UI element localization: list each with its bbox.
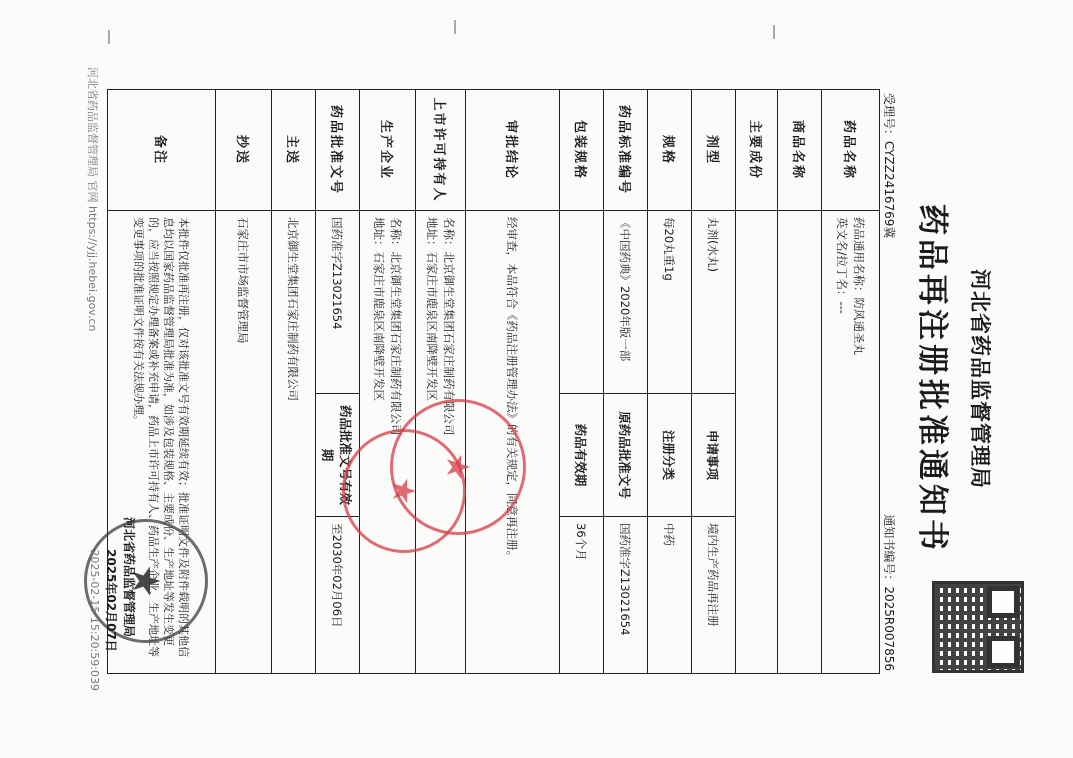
table-row: [272, 90, 316, 674]
application-type-label: 申请事项: [692, 394, 736, 517]
dosage-form-label: 剂型: [692, 90, 736, 211]
standard-no-value: 《中国药典》2020年版一部: [604, 211, 648, 394]
page-footer: [85, 67, 101, 691]
notice-number: 通知书编号：2025R007856: [882, 514, 896, 671]
drug-name-cell: [822, 211, 880, 674]
approval-notice-document: [66, 67, 1006, 691]
original-approval-value: 国药准字Z13021654: [604, 517, 648, 674]
validity-label: 药品有效期: [560, 394, 604, 517]
registration-class-label: 注册分类: [648, 394, 692, 517]
validity-value: 36个月: [560, 517, 604, 674]
english-name: 英文名/拉丁名：---: [835, 217, 850, 314]
table-row: [736, 90, 778, 674]
table-row: [822, 90, 880, 674]
approval-validity-value: 至2030年02月06日: [316, 517, 360, 674]
approval-table: [107, 89, 880, 674]
seal-issuer: 河北省药品监督管理局: [122, 517, 136, 638]
scan-mark: [108, 30, 110, 44]
document-title: 药品再注册批准通知书: [914, 204, 950, 554]
official-seal-stamp: ★: [84, 519, 208, 643]
table-row: [778, 90, 822, 674]
table-row: [648, 90, 692, 674]
conclusion-value: 经审查，本品符合《药品注册管理办法》的有关规定，同意再注册。: [466, 211, 560, 674]
mah-label: 上市许可持有人: [416, 90, 466, 211]
scan-mark: [454, 20, 456, 34]
dosage-form-value: 丸剂(水丸): [692, 211, 736, 394]
package-value: [560, 211, 604, 394]
table-row: [416, 90, 466, 674]
recipient-value: 北京御生堂集团石家庄制药有限公司: [272, 211, 316, 674]
conclusion-label: 审批结论: [466, 90, 560, 211]
registration-class-value: 中药: [648, 517, 692, 674]
ingredients-label: 主要成份: [736, 90, 778, 211]
seal-date: 2025年02月07日: [104, 549, 118, 652]
company-seal-stamp: ★: [390, 399, 526, 535]
trade-name-label: 商品名称: [778, 90, 822, 211]
drug-name-label: 药品名称: [822, 90, 880, 211]
footer-source: 河北省药品监督管理局 官网 https://yjj.hebei.gov.cn: [86, 67, 99, 332]
approval-no-value: 国药准字Z13021654: [316, 211, 360, 394]
original-approval-label: 原药品批准文号: [604, 394, 648, 517]
table-row: [316, 90, 360, 674]
remarks-label: 备注: [108, 90, 216, 211]
table-row: [560, 90, 604, 674]
common-name: 药品通用名称：防风通圣丸: [852, 217, 867, 355]
table-row: [466, 90, 560, 674]
footer-printed-at: 2025-02-15 15:20:59:039: [88, 549, 101, 691]
manufacturer-name: 名称：北京御生堂集团石家庄制药有限公司: [389, 217, 404, 436]
acceptance-number: 受理号：CYZZ2416769冀: [882, 93, 896, 239]
package-label: 包装规格: [560, 90, 604, 211]
ingredients-value: [736, 211, 778, 674]
table-row: [216, 90, 272, 674]
mah-address: 地址：石家庄市鹿泉区南降壁开发区: [425, 217, 440, 401]
remarks-value: 本批件仅批准再注册，仅对该批准文号有效期延续有效；批准证明文件及附件载明的其他信息均以国家药品监督管理局批准为准，如涉及包装规格、主要成份、生产地址等发生变更的，应当按照规定办理备案或补充申请，药品上市许可持有人、药品生产企业、生产地址等变更事项的批准证明文件按有关法规办理。: [108, 211, 216, 674]
cc-value: 石家庄市市场监督管理局: [216, 211, 272, 674]
spec-value: 每20丸重1g: [648, 211, 692, 394]
cc-label: 抄送: [216, 90, 272, 211]
standard-no-label: 药品标准编号: [604, 90, 648, 211]
spec-label: 规格: [648, 90, 692, 211]
mah-name: 名称：北京御生堂集团石家庄制药有限公司: [442, 217, 457, 436]
issuer-title: 河北省药品监督管理局: [968, 269, 992, 489]
table-row: [360, 90, 416, 674]
application-type-value: 境内生产药品再注册: [692, 517, 736, 674]
scan-mark: [773, 25, 775, 39]
table-row: [604, 90, 648, 674]
manufacturer-address: 地址：石家庄市鹿泉区南降壁开发区: [372, 217, 387, 401]
approval-validity-label: 药品批准文号有效期: [316, 394, 360, 517]
trade-name-value: [778, 211, 822, 674]
company-seal-stamp: ★: [342, 429, 466, 553]
recipient-label: 主送: [272, 90, 316, 211]
manufacturer-label: 生产企业: [360, 90, 416, 211]
table-row: [692, 90, 736, 674]
approval-no-label: 药品批准文号: [316, 90, 360, 211]
